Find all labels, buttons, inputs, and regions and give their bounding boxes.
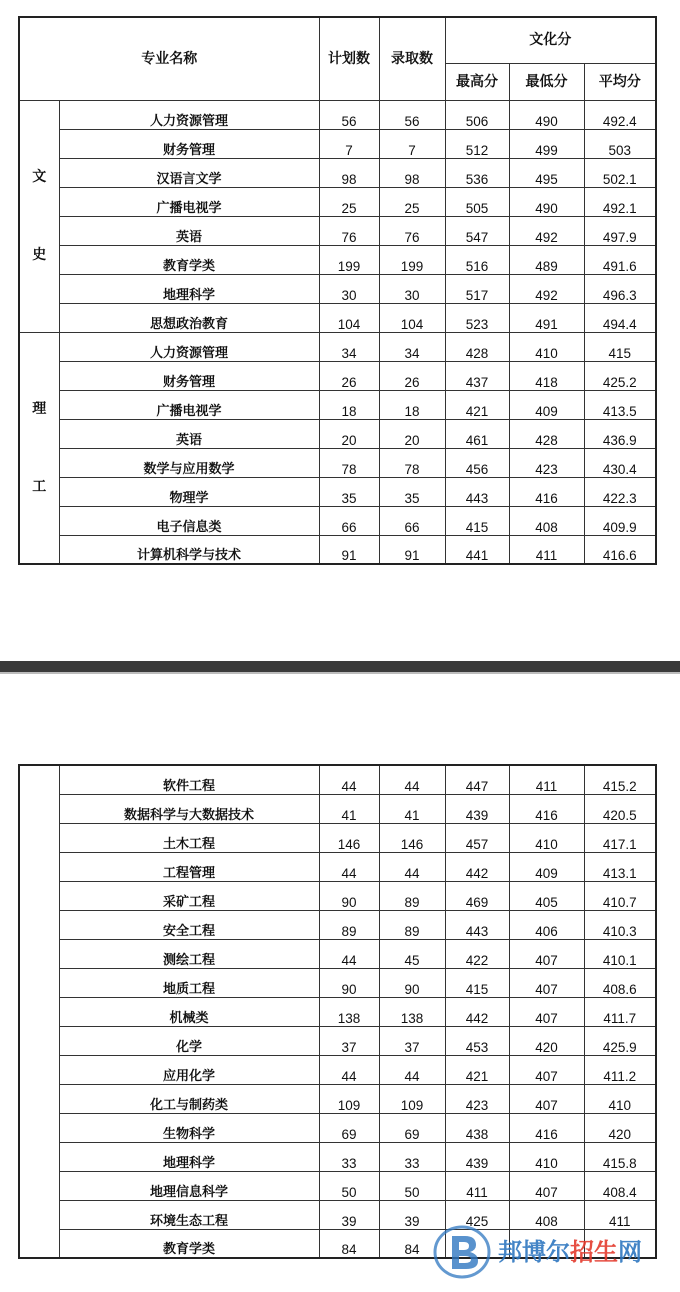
- cell-min: 416: [509, 794, 584, 823]
- table-row: [19, 506, 656, 535]
- cell-admit: 69: [379, 1113, 445, 1142]
- cell-admit: 45: [379, 939, 445, 968]
- cell-min: 410: [509, 332, 584, 361]
- cell-max: 421: [445, 390, 509, 419]
- cell-avg: 409.9: [584, 506, 656, 535]
- cell-major: 思想政治教育: [59, 303, 319, 332]
- cell-plan: 98: [319, 158, 379, 187]
- cell-major: 土木工程: [59, 823, 319, 852]
- table-row: [19, 216, 656, 245]
- cell-major: 软件工程: [59, 765, 319, 794]
- cell-avg: 413.1: [584, 852, 656, 881]
- cell-avg: 410: [584, 1084, 656, 1113]
- category-cell: [19, 100, 59, 332]
- cell-major: 地理科学: [59, 274, 319, 303]
- cell-plan: 76: [319, 216, 379, 245]
- cell-min: 408: [509, 506, 584, 535]
- table-row: [19, 332, 656, 361]
- table-row: [19, 274, 656, 303]
- cell-admit: 30: [379, 274, 445, 303]
- cell-min: 423: [509, 448, 584, 477]
- cell-max: 443: [445, 910, 509, 939]
- cell-admit: 90: [379, 968, 445, 997]
- cell-major: 测绘工程: [59, 939, 319, 968]
- cell-min: 490: [509, 187, 584, 216]
- cell-plan: 199: [319, 245, 379, 274]
- cell-major: 广播电视学: [59, 187, 319, 216]
- category-cell: [19, 332, 59, 564]
- cell-major: 财务管理: [59, 361, 319, 390]
- cell-avg: 492.4: [584, 100, 656, 129]
- cell-min: 411: [509, 765, 584, 794]
- cell-plan: 90: [319, 881, 379, 910]
- cell-min: 428: [509, 419, 584, 448]
- cell-admit: 56: [379, 100, 445, 129]
- cell-major: 地质工程: [59, 968, 319, 997]
- cell-avg: 497.9: [584, 216, 656, 245]
- cell-plan: 84: [319, 1229, 379, 1258]
- cell-avg: 415: [584, 332, 656, 361]
- header-row-top: [19, 17, 656, 63]
- cell-admit: 50: [379, 1171, 445, 1200]
- cell-plan: 18: [319, 390, 379, 419]
- site-watermark: [428, 1218, 678, 1284]
- cell-avg: 502.1: [584, 158, 656, 187]
- header-min-score: 最低分: [509, 63, 584, 100]
- cell-avg: 417.1: [584, 823, 656, 852]
- cell-plan: 35: [319, 477, 379, 506]
- cell-plan: 91: [319, 535, 379, 564]
- table-row: [19, 1084, 656, 1113]
- cell-max: 422: [445, 939, 509, 968]
- table-row: [19, 187, 656, 216]
- cell-avg: 410.1: [584, 939, 656, 968]
- header-major-name: 专业名称: [19, 17, 319, 100]
- cell-plan: 41: [319, 794, 379, 823]
- cell-avg: 492.1: [584, 187, 656, 216]
- cell-avg: 494.4: [584, 303, 656, 332]
- table-row: [19, 1026, 656, 1055]
- cell-major: 人力资源管理: [59, 332, 319, 361]
- header-plan-count: 计划数: [319, 17, 379, 100]
- cell-plan: 78: [319, 448, 379, 477]
- cell-min: 407: [509, 997, 584, 1026]
- cell-admit: 18: [379, 390, 445, 419]
- cell-min: 407: [509, 1171, 584, 1200]
- table-row: [19, 390, 656, 419]
- cell-plan: 56: [319, 100, 379, 129]
- cell-min: 409: [509, 852, 584, 881]
- watermark-text-b: 招生: [570, 1238, 618, 1266]
- cell-avg: 416.6: [584, 535, 656, 564]
- cell-avg: 408.6: [584, 968, 656, 997]
- cell-plan: 20: [319, 419, 379, 448]
- cell-min: 420: [509, 1026, 584, 1055]
- cell-major: 财务管理: [59, 129, 319, 158]
- cell-plan: 26: [319, 361, 379, 390]
- cell-plan: 138: [319, 997, 379, 1026]
- cell-major: 安全工程: [59, 910, 319, 939]
- page-divider-shadow: [0, 672, 680, 674]
- cell-max: 453: [445, 1026, 509, 1055]
- cell-max: 505: [445, 187, 509, 216]
- cell-admit: 34: [379, 332, 445, 361]
- cell-max: 469: [445, 881, 509, 910]
- cell-avg: 411.2: [584, 1055, 656, 1084]
- table-row: [19, 881, 656, 910]
- cell-min: 407: [509, 1084, 584, 1113]
- cell-plan: 33: [319, 1142, 379, 1171]
- cell-max: 437: [445, 361, 509, 390]
- cell-min: 416: [509, 1113, 584, 1142]
- table-row: [19, 158, 656, 187]
- cell-max: 415: [445, 968, 509, 997]
- cell-major: 英语: [59, 419, 319, 448]
- cell-admit: 35: [379, 477, 445, 506]
- cell-avg: 413.5: [584, 390, 656, 419]
- cell-major: 数学与应用数学: [59, 448, 319, 477]
- cell-max: 438: [445, 1113, 509, 1142]
- cell-min: 409: [509, 390, 584, 419]
- cell-avg: 415.2: [584, 765, 656, 794]
- cell-plan: 44: [319, 852, 379, 881]
- cell-plan: 89: [319, 910, 379, 939]
- cell-avg: 491.6: [584, 245, 656, 274]
- cell-plan: 146: [319, 823, 379, 852]
- header-avg-score: 平均分: [584, 63, 656, 100]
- cell-admit: 37: [379, 1026, 445, 1055]
- cell-max: 442: [445, 852, 509, 881]
- category-char: 文: [32, 169, 47, 185]
- cell-plan: 44: [319, 765, 379, 794]
- page-divider: [0, 661, 680, 672]
- cell-max: 506: [445, 100, 509, 129]
- category-char: 理: [32, 400, 47, 417]
- cell-major: 工程管理: [59, 852, 319, 881]
- watermark-text-a: 邦博尔: [498, 1238, 570, 1266]
- cell-major: 教育学类: [59, 1229, 319, 1258]
- score-table-page1: [18, 16, 657, 565]
- table-row: [19, 794, 656, 823]
- cell-max: 456: [445, 448, 509, 477]
- table-row: [19, 419, 656, 448]
- cell-max: 439: [445, 794, 509, 823]
- table-row: [19, 477, 656, 506]
- cell-plan: 90: [319, 968, 379, 997]
- table-row: [19, 129, 656, 158]
- cell-major: 地理科学: [59, 1142, 319, 1171]
- cell-max: 411: [445, 1171, 509, 1200]
- cell-plan: 109: [319, 1084, 379, 1113]
- table-row: [19, 968, 656, 997]
- cell-avg: 425.2: [584, 361, 656, 390]
- cell-admit: 138: [379, 997, 445, 1026]
- cell-admit: 39: [379, 1200, 445, 1229]
- cell-major: 物理学: [59, 477, 319, 506]
- header-max-score: 最高分: [445, 63, 509, 100]
- cell-major: 汉语言文学: [59, 158, 319, 187]
- category-char: 史: [32, 247, 47, 263]
- cell-admit: 89: [379, 910, 445, 939]
- cell-min: 418: [509, 361, 584, 390]
- cell-major: 电子信息类: [59, 506, 319, 535]
- cell-max: 443: [445, 477, 509, 506]
- table-row: [19, 1055, 656, 1084]
- table-row: [19, 765, 656, 794]
- cell-major: 机械类: [59, 997, 319, 1026]
- cell-admit: 44: [379, 852, 445, 881]
- cell-max: 439: [445, 1142, 509, 1171]
- cell-plan: 69: [319, 1113, 379, 1142]
- cell-admit: 7: [379, 129, 445, 158]
- cell-major: 化学: [59, 1026, 319, 1055]
- cell-max: 457: [445, 823, 509, 852]
- cell-major: 应用化学: [59, 1055, 319, 1084]
- cell-plan: 44: [319, 1055, 379, 1084]
- cell-plan: 25: [319, 187, 379, 216]
- cell-avg: 422.3: [584, 477, 656, 506]
- cell-admit: 104: [379, 303, 445, 332]
- table-row: [19, 1171, 656, 1200]
- cell-avg: 420.5: [584, 794, 656, 823]
- cell-admit: 98: [379, 158, 445, 187]
- cell-admit: 84: [379, 1229, 445, 1258]
- cell-plan: 30: [319, 274, 379, 303]
- cell-admit: 78: [379, 448, 445, 477]
- cell-admit: 199: [379, 245, 445, 274]
- table-row: [19, 535, 656, 564]
- cell-avg: 436.9: [584, 419, 656, 448]
- cell-max: 421: [445, 1055, 509, 1084]
- cell-min: 407: [509, 968, 584, 997]
- cell-admit: 66: [379, 506, 445, 535]
- cell-major: 人力资源管理: [59, 100, 319, 129]
- cell-admit: 109: [379, 1084, 445, 1113]
- cell-admit: 25: [379, 187, 445, 216]
- cell-max: 428: [445, 332, 509, 361]
- cell-min: 405: [509, 881, 584, 910]
- cell-min: 410: [509, 823, 584, 852]
- cell-major: 化工与制药类: [59, 1084, 319, 1113]
- cell-max: 536: [445, 158, 509, 187]
- cell-plan: 39: [319, 1200, 379, 1229]
- cell-admit: 26: [379, 361, 445, 390]
- cell-min: 408: [509, 1200, 584, 1229]
- cell-admit: 41: [379, 794, 445, 823]
- header-admit-count: 录取数: [379, 17, 445, 100]
- cell-avg: 410.3: [584, 910, 656, 939]
- cell-plan: 50: [319, 1171, 379, 1200]
- table-row: [19, 448, 656, 477]
- table-row: [19, 245, 656, 274]
- cell-max: 547: [445, 216, 509, 245]
- cell-admit: 44: [379, 765, 445, 794]
- cell-min: 407: [509, 939, 584, 968]
- watermark-text: [498, 1232, 642, 1267]
- cell-min: 416: [509, 477, 584, 506]
- category-char: 工: [32, 478, 47, 495]
- table-row: [19, 852, 656, 881]
- cell-min: 411: [509, 535, 584, 564]
- cell-admit: 33: [379, 1142, 445, 1171]
- cell-avg: 411.7: [584, 997, 656, 1026]
- cell-major: 计算机科学与技术: [59, 535, 319, 564]
- cell-min: 489: [509, 245, 584, 274]
- table-row: [19, 1142, 656, 1171]
- cell-max: 461: [445, 419, 509, 448]
- cell-min: 491: [509, 303, 584, 332]
- cell-avg: 410.7: [584, 881, 656, 910]
- cell-plan: 44: [319, 939, 379, 968]
- cell-avg: 415.8: [584, 1142, 656, 1171]
- table-row: [19, 303, 656, 332]
- category-cell: [19, 765, 59, 1258]
- cell-admit: 146: [379, 823, 445, 852]
- cell-max: 516: [445, 245, 509, 274]
- cell-admit: 20: [379, 419, 445, 448]
- table-row: [19, 997, 656, 1026]
- cell-min: 406: [509, 910, 584, 939]
- cell-plan: 66: [319, 506, 379, 535]
- cell-min: 407: [509, 1055, 584, 1084]
- cell-major: 环境生态工程: [59, 1200, 319, 1229]
- table-row: [19, 823, 656, 852]
- cell-avg: 411: [584, 1200, 656, 1229]
- cell-max: 423: [445, 1084, 509, 1113]
- cell-major: 生物科学: [59, 1113, 319, 1142]
- cell-max: 425: [445, 1200, 509, 1229]
- table-row: [19, 100, 656, 129]
- table-row: [19, 361, 656, 390]
- cell-max: 523: [445, 303, 509, 332]
- cell-major: 广播电视学: [59, 390, 319, 419]
- cell-admit: 76: [379, 216, 445, 245]
- table-row: [19, 1113, 656, 1142]
- watermark-logo-icon: [432, 1224, 492, 1280]
- table-row: [19, 939, 656, 968]
- cell-avg: 425.9: [584, 1026, 656, 1055]
- cell-admit: 91: [379, 535, 445, 564]
- table-row: [19, 910, 656, 939]
- cell-avg: 496.3: [584, 274, 656, 303]
- cell-max: 447: [445, 765, 509, 794]
- cell-min: 495: [509, 158, 584, 187]
- cell-plan: 34: [319, 332, 379, 361]
- cell-avg: 503: [584, 129, 656, 158]
- cell-admit: 89: [379, 881, 445, 910]
- cell-plan: 7: [319, 129, 379, 158]
- cell-max: 441: [445, 535, 509, 564]
- cell-plan: 104: [319, 303, 379, 332]
- cell-major: 数据科学与大数据技术: [59, 794, 319, 823]
- cell-min: 499: [509, 129, 584, 158]
- cell-plan: 37: [319, 1026, 379, 1055]
- cell-major: 地理信息科学: [59, 1171, 319, 1200]
- watermark-text-c: 网: [618, 1238, 642, 1266]
- cell-avg: 408.4: [584, 1171, 656, 1200]
- cell-min: 492: [509, 216, 584, 245]
- cell-min: 490: [509, 100, 584, 129]
- cell-admit: 44: [379, 1055, 445, 1084]
- cell-max: 517: [445, 274, 509, 303]
- cell-major: 教育学类: [59, 245, 319, 274]
- cell-avg: 430.4: [584, 448, 656, 477]
- score-table-page2: [18, 764, 657, 1259]
- cell-major: 采矿工程: [59, 881, 319, 910]
- cell-min: 410: [509, 1142, 584, 1171]
- header-culture-score: 文化分: [445, 17, 656, 63]
- cell-min: 492: [509, 274, 584, 303]
- cell-max: 442: [445, 997, 509, 1026]
- cell-max: 512: [445, 129, 509, 158]
- cell-avg: 420: [584, 1113, 656, 1142]
- cell-max: 415: [445, 506, 509, 535]
- cell-major: 英语: [59, 216, 319, 245]
